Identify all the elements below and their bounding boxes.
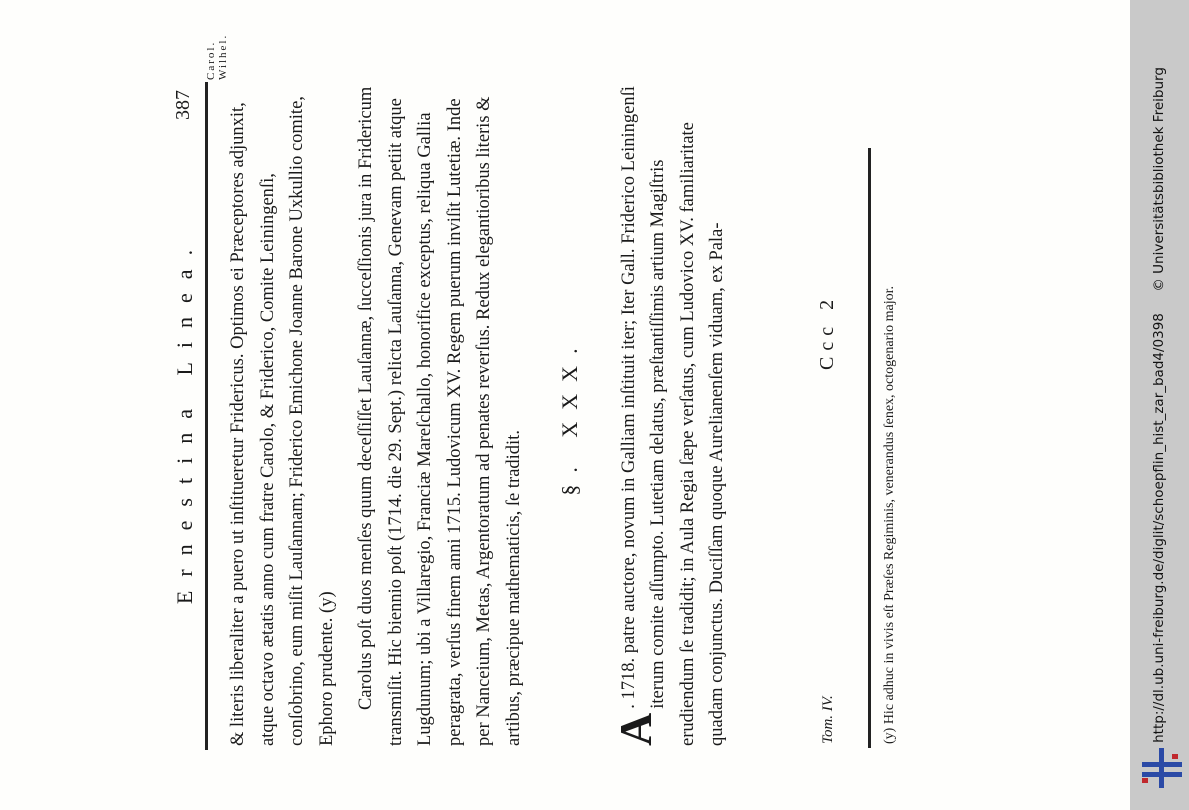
volume-signature: Tom. IV. (820, 695, 836, 744)
paragraph-text: . 1718. patre auctore, novum in Galliam inſtituit iter; Iter Gall. Friderico Leiningenſi iterum comite aſſumpto. Lutetiam delatus, præſtantiſſimis artium Magiſtris erudiendum ſe tradidit; in Aula Regia ſæpe verſatus, cum Ludovico XV. familiaritate quadam conjunctus. Duciſſam quoque Aurelianenſem viduam, ex Pala- (618, 86, 727, 746)
footnote: (y) Hic adhuc in vivis eſt Præſes Regiminis, venerandus ſenex, octogenario major. (882, 285, 897, 744)
section-heading: §. XXX. (557, 336, 582, 496)
margin-note-line: Wilhel. (217, 33, 229, 80)
running-title: Ernestina Linea. (172, 235, 197, 605)
library-logo-icon (1142, 748, 1182, 788)
drop-cap: A (609, 712, 661, 746)
sheet-signature: Ccc 2 (816, 293, 838, 370)
source-url[interactable]: http://dl.ub.uni-freiburg.de/diglit/schoepflin_hist_zar_bad4/0398 (1151, 313, 1167, 743)
margin-note-line: Carol. (205, 40, 217, 80)
digitization-sidebar (1130, 0, 1189, 810)
paragraph: Carolus poſt duos menſes quum deceſſiſſet Lauſannæ, ſucceſſionis jura in Fridericum transmiſit. Hic biennio poſt (1714. die 29. Sept.) relicta Lauſanna, Genevam petiit atque Lugdunum; ubi a Villaregio, Franciæ Mareſchallo, honorifice exceptus, reliqua Gallia peragrata, verſus finem anni 1715. Ludovicum XV. Regem puerum inviſit Lutetiæ. Inde per Nanceium, Metas, Argentoratum ad penates reverſus. Redux elegantioribus literis & artibus, præcipue mathematicis, ſe tradidit. (356, 86, 524, 746)
main-text (224, 86, 733, 746)
footnote-rule (868, 148, 871, 748)
page-number: 387 (172, 90, 194, 120)
paragraph: & literis liberaliter a puero ut inſtitueretur Fridericus. Optimos ei Præceptores adjunxit, atque octavo ætatis anno cum fratre Carolo, & Friderico, Comite Leiningenſi, conſobrino, eum miſit Lauſannam; Friderico Emichone Joanne Barone Uxkullio comite, Ephoro prudente. (y) (228, 96, 337, 746)
margin-note (205, 34, 229, 80)
sidebar-text (1151, 67, 1167, 743)
paragraph-with-dropcap (609, 86, 733, 746)
copyright-notice: © Universitätsbibliothek Freiburg (1151, 67, 1167, 292)
header-rule (205, 82, 208, 750)
